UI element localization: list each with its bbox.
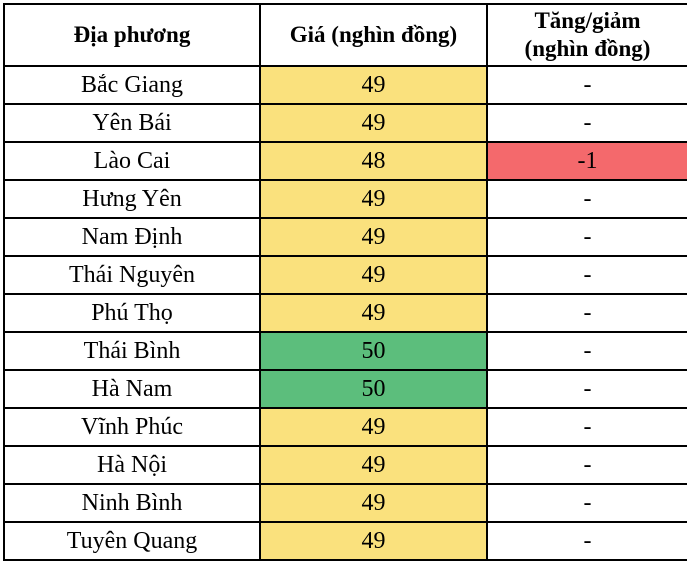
table-row (4, 408, 687, 446)
table-header (4, 4, 687, 66)
province-cell: Hà Nam (4, 370, 260, 408)
header-change-line1: Tăng/giảm (534, 7, 641, 33)
province-cell: Thái Nguyên (4, 256, 260, 294)
province-cell: Tuyên Quang (4, 522, 260, 560)
table-row (4, 294, 687, 332)
header-price: Giá (nghìn đồng) (260, 4, 487, 66)
table-row (4, 66, 687, 104)
price-cell: 49 (260, 522, 487, 560)
header-change (487, 4, 687, 66)
change-cell: -1 (487, 142, 687, 180)
province-cell: Lào Cai (4, 142, 260, 180)
table-row (4, 522, 687, 560)
header-row (4, 4, 687, 66)
price-cell: 50 (260, 370, 487, 408)
price-cell: 49 (260, 484, 487, 522)
province-cell: Hưng Yên (4, 180, 260, 218)
province-cell: Vĩnh Phúc (4, 408, 260, 446)
change-cell: - (487, 104, 687, 142)
province-cell: Phú Thọ (4, 294, 260, 332)
table-row (4, 104, 687, 142)
price-cell: 49 (260, 180, 487, 218)
change-cell: - (487, 370, 687, 408)
table-row (4, 180, 687, 218)
price-cell: 50 (260, 332, 487, 370)
header-change-line2: (nghìn đồng) (524, 36, 651, 61)
price-cell: 49 (260, 446, 487, 484)
province-cell: Ninh Bình (4, 484, 260, 522)
province-cell: Yên Bái (4, 104, 260, 142)
table-row (4, 142, 687, 180)
province-cell: Hà Nội (4, 446, 260, 484)
table-row (4, 484, 687, 522)
change-cell: - (487, 408, 687, 446)
change-cell: - (487, 256, 687, 294)
price-table (3, 3, 687, 561)
price-cell: 48 (260, 142, 487, 180)
table-row (4, 370, 687, 408)
price-cell: 49 (260, 256, 487, 294)
change-cell: - (487, 332, 687, 370)
change-cell: - (487, 446, 687, 484)
table-row (4, 446, 687, 484)
change-cell: - (487, 522, 687, 560)
price-cell: 49 (260, 104, 487, 142)
price-cell: 49 (260, 66, 487, 104)
change-cell: - (487, 484, 687, 522)
price-cell: 49 (260, 294, 487, 332)
change-cell: - (487, 66, 687, 104)
price-cell: 49 (260, 218, 487, 256)
province-cell: Thái Bình (4, 332, 260, 370)
header-province: Địa phương (4, 4, 260, 66)
table-row (4, 256, 687, 294)
change-cell: - (487, 218, 687, 256)
price-cell: 49 (260, 408, 487, 446)
table-row (4, 218, 687, 256)
table-body (4, 66, 687, 560)
change-cell: - (487, 294, 687, 332)
change-cell: - (487, 180, 687, 218)
province-cell: Nam Định (4, 218, 260, 256)
province-cell: Bắc Giang (4, 66, 260, 104)
table-row (4, 332, 687, 370)
